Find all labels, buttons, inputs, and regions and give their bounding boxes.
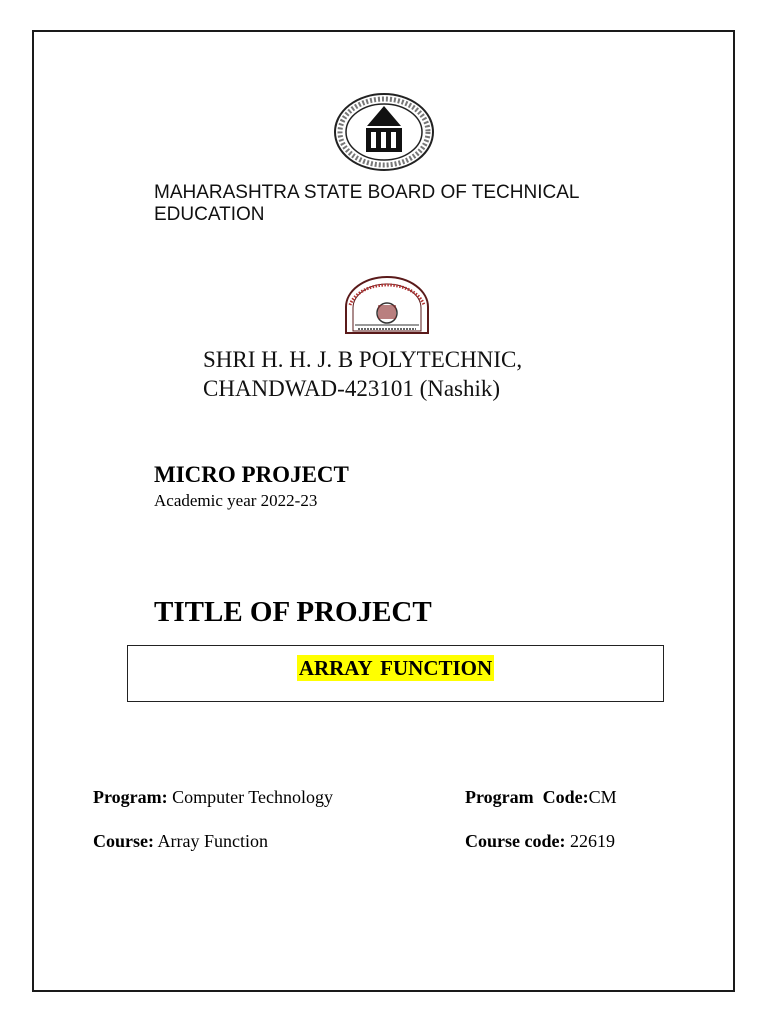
title-of-project-heading: TITLE OF PROJECT xyxy=(154,596,432,628)
course-value: Array Function xyxy=(157,831,268,851)
program-value: Computer Technology xyxy=(172,787,334,807)
board-name: MAHARASHTRA STATE BOARD OF TECHNICAL EDUCATION xyxy=(154,182,579,225)
program-label: Program: xyxy=(93,787,168,807)
project-title: ARRAY FUNCTION xyxy=(298,656,493,680)
course-label: Course: xyxy=(93,831,154,851)
polytechnic-emblem-icon xyxy=(338,275,436,337)
program-code-label: Program Code: xyxy=(465,787,589,807)
program-info xyxy=(93,787,333,808)
project-title-box xyxy=(127,645,664,702)
course-code-info xyxy=(465,831,615,852)
institute-line-1: SHRI H. H. J. B POLYTECHNIC, xyxy=(203,347,523,372)
course-info xyxy=(93,831,268,852)
academic-year: Academic year 2022-23 xyxy=(154,491,318,510)
program-code-value: CM xyxy=(588,787,617,807)
institute-line-2: CHANDWAD-423101 (Nashik) xyxy=(203,376,501,401)
institute-name xyxy=(203,345,683,403)
course-code-value: 22619 xyxy=(569,831,615,851)
micro-project-heading: MICRO PROJECT xyxy=(154,462,349,487)
msbte-seal-icon xyxy=(333,92,435,172)
course-code-label: Course code: xyxy=(465,831,566,851)
program-code-info xyxy=(465,787,617,808)
